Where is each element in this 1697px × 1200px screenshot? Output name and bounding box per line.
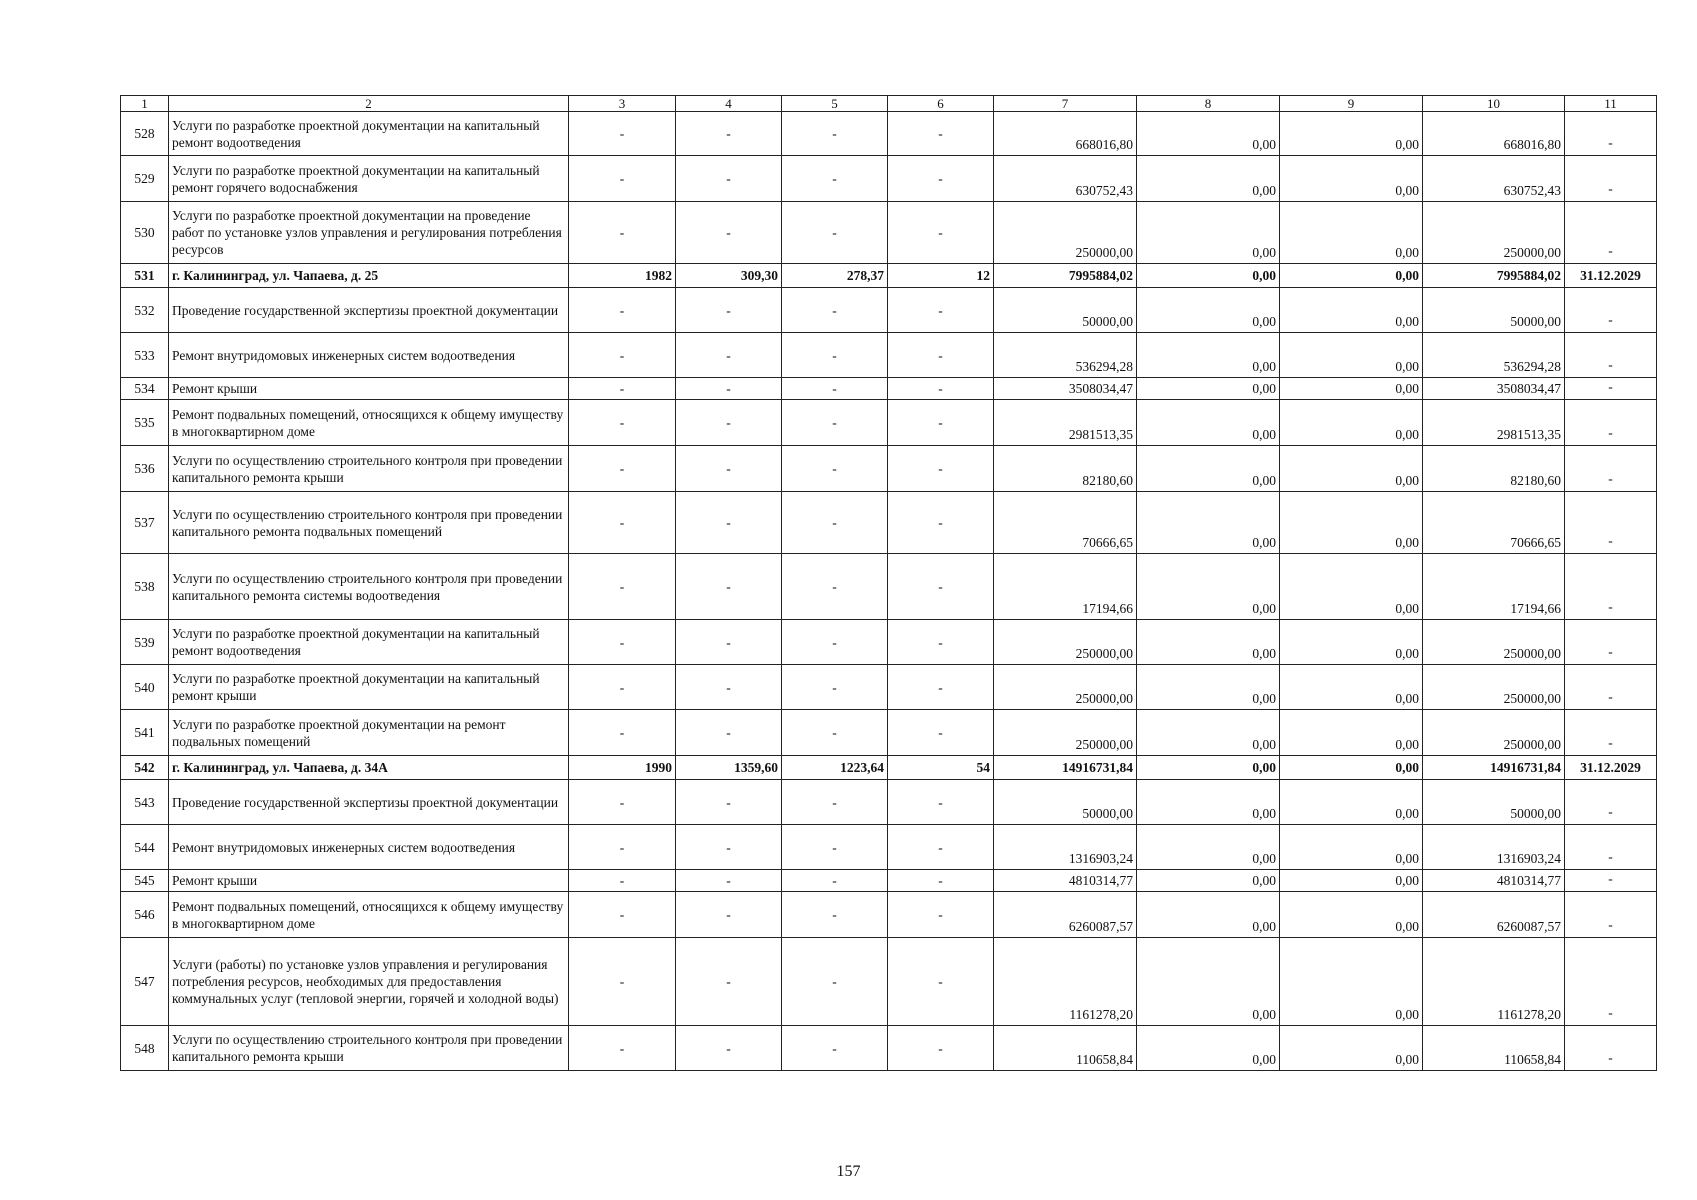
table-body	[121, 112, 1657, 1071]
total-cost-cell: 4810314,77	[994, 870, 1137, 892]
total-area-cell: -	[676, 492, 782, 554]
total-area-cell: -	[676, 378, 782, 400]
deadline-cell: -	[1565, 288, 1657, 333]
budget-cost-cell: 0,00	[1280, 202, 1423, 264]
owner-cost-cell: 3508034,47	[1423, 378, 1565, 400]
document-table-container	[120, 95, 1656, 1071]
residents-cell: -	[888, 870, 994, 892]
total-area-cell: -	[676, 202, 782, 264]
budget-cost-cell: 0,00	[1280, 710, 1423, 756]
residents-cell: -	[888, 710, 994, 756]
column-header: 9	[1280, 96, 1423, 112]
row-number-cell: 543	[121, 780, 169, 825]
table-row	[121, 378, 1657, 400]
build-year-cell: -	[569, 780, 676, 825]
residents-cell: -	[888, 825, 994, 870]
budget-cost-cell: 0,00	[1280, 492, 1423, 554]
build-year-cell: -	[569, 665, 676, 710]
row-number-cell: 538	[121, 554, 169, 620]
column-header: 8	[1137, 96, 1280, 112]
fund-cost-cell: 0,00	[1137, 333, 1280, 378]
row-number-cell: 547	[121, 938, 169, 1026]
owner-cost-cell: 17194,66	[1423, 554, 1565, 620]
total-area-cell: -	[676, 112, 782, 156]
budget-cost-cell: 0,00	[1280, 378, 1423, 400]
row-number-cell: 548	[121, 1026, 169, 1071]
living-area-cell: -	[782, 892, 888, 938]
residents-cell: -	[888, 938, 994, 1026]
living-area-cell: -	[782, 400, 888, 446]
total-cost-cell: 536294,28	[994, 333, 1137, 378]
total-cost-cell: 7995884,02	[994, 264, 1137, 288]
work-description-cell: Проведение государственной экспертизы проектной документации	[169, 780, 569, 825]
table-row	[121, 400, 1657, 446]
residents-cell: -	[888, 400, 994, 446]
owner-cost-cell: 1161278,20	[1423, 938, 1565, 1026]
owner-cost-cell: 250000,00	[1423, 665, 1565, 710]
row-number-cell: 541	[121, 710, 169, 756]
table-row	[121, 938, 1657, 1026]
build-year-cell: 1990	[569, 756, 676, 780]
budget-cost-cell: 0,00	[1280, 780, 1423, 825]
budget-cost-cell: 0,00	[1280, 554, 1423, 620]
total-cost-cell: 1316903,24	[994, 825, 1137, 870]
fund-cost-cell: 0,00	[1137, 156, 1280, 202]
row-number-cell: 536	[121, 446, 169, 492]
work-description-cell: Услуги по разработке проектной документации на капитальный ремонт водоотведения	[169, 620, 569, 665]
fund-cost-cell: 0,00	[1137, 202, 1280, 264]
table-row	[121, 492, 1657, 554]
living-area-cell: -	[782, 710, 888, 756]
residents-cell: -	[888, 780, 994, 825]
residents-cell: -	[888, 892, 994, 938]
column-header: 10	[1423, 96, 1565, 112]
build-year-cell: -	[569, 112, 676, 156]
address-row	[121, 756, 1657, 780]
total-cost-cell: 668016,80	[994, 112, 1137, 156]
living-area-cell: -	[782, 202, 888, 264]
column-header: 7	[994, 96, 1137, 112]
budget-cost-cell: 0,00	[1280, 825, 1423, 870]
column-header: 5	[782, 96, 888, 112]
total-cost-cell: 110658,84	[994, 1026, 1137, 1071]
work-description-cell: г. Калининград, ул. Чапаева, д. 34А	[169, 756, 569, 780]
residents-cell: -	[888, 288, 994, 333]
living-area-cell: -	[782, 492, 888, 554]
build-year-cell: -	[569, 446, 676, 492]
row-number-cell: 528	[121, 112, 169, 156]
living-area-cell: -	[782, 333, 888, 378]
deadline-cell: -	[1565, 400, 1657, 446]
living-area-cell: 1223,64	[782, 756, 888, 780]
budget-cost-cell: 0,00	[1280, 756, 1423, 780]
column-header: 6	[888, 96, 994, 112]
owner-cost-cell: 1316903,24	[1423, 825, 1565, 870]
budget-cost-cell: 0,00	[1280, 400, 1423, 446]
fund-cost-cell: 0,00	[1137, 492, 1280, 554]
build-year-cell: -	[569, 710, 676, 756]
owner-cost-cell: 50000,00	[1423, 288, 1565, 333]
work-description-cell: Услуги по осуществлению строительного контроля при проведении капитального ремонта крыши	[169, 446, 569, 492]
column-header: 2	[169, 96, 569, 112]
fund-cost-cell: 0,00	[1137, 710, 1280, 756]
fund-cost-cell: 0,00	[1137, 264, 1280, 288]
deadline-cell: -	[1565, 1026, 1657, 1071]
budget-cost-cell: 0,00	[1280, 665, 1423, 710]
living-area-cell: -	[782, 780, 888, 825]
deadline-cell: -	[1565, 492, 1657, 554]
build-year-cell: -	[569, 892, 676, 938]
total-cost-cell: 250000,00	[994, 665, 1137, 710]
table-row	[121, 333, 1657, 378]
table-row	[121, 202, 1657, 264]
total-area-cell: -	[676, 333, 782, 378]
total-area-cell: -	[676, 665, 782, 710]
row-number-cell: 546	[121, 892, 169, 938]
total-area-cell: -	[676, 825, 782, 870]
total-area-cell: -	[676, 1026, 782, 1071]
residents-cell: -	[888, 112, 994, 156]
work-description-cell: Ремонт крыши	[169, 870, 569, 892]
build-year-cell: -	[569, 938, 676, 1026]
residents-cell: -	[888, 620, 994, 665]
build-year-cell: -	[569, 492, 676, 554]
residents-cell: -	[888, 554, 994, 620]
total-cost-cell: 50000,00	[994, 288, 1137, 333]
build-year-cell: -	[569, 288, 676, 333]
row-number-cell: 532	[121, 288, 169, 333]
row-number-cell: 533	[121, 333, 169, 378]
residents-cell: -	[888, 446, 994, 492]
total-cost-cell: 17194,66	[994, 554, 1137, 620]
fund-cost-cell: 0,00	[1137, 825, 1280, 870]
deadline-cell: -	[1565, 892, 1657, 938]
capital-repair-table	[120, 95, 1657, 1071]
build-year-cell: -	[569, 400, 676, 446]
owner-cost-cell: 536294,28	[1423, 333, 1565, 378]
work-description-cell: Ремонт подвальных помещений, относящихся к общему имуществу в многоквартирном доме	[169, 892, 569, 938]
build-year-cell: -	[569, 1026, 676, 1071]
residents-cell: -	[888, 333, 994, 378]
total-area-cell: -	[676, 400, 782, 446]
table-row	[121, 780, 1657, 825]
total-area-cell: -	[676, 446, 782, 492]
living-area-cell: -	[782, 554, 888, 620]
work-description-cell: Проведение государственной экспертизы проектной документации	[169, 288, 569, 333]
work-description-cell: Услуги по разработке проектной документации на ремонт подвальных помещений	[169, 710, 569, 756]
work-description-cell: г. Калининград, ул. Чапаева, д. 25	[169, 264, 569, 288]
build-year-cell: -	[569, 333, 676, 378]
total-area-cell: -	[676, 156, 782, 202]
work-description-cell: Ремонт крыши	[169, 378, 569, 400]
owner-cost-cell: 250000,00	[1423, 620, 1565, 665]
row-number-cell: 529	[121, 156, 169, 202]
living-area-cell: -	[782, 870, 888, 892]
budget-cost-cell: 0,00	[1280, 1026, 1423, 1071]
column-header: 11	[1565, 96, 1657, 112]
total-area-cell: -	[676, 554, 782, 620]
budget-cost-cell: 0,00	[1280, 892, 1423, 938]
total-area-cell: -	[676, 892, 782, 938]
owner-cost-cell: 110658,84	[1423, 1026, 1565, 1071]
budget-cost-cell: 0,00	[1280, 156, 1423, 202]
living-area-cell: 278,37	[782, 264, 888, 288]
row-number-cell: 544	[121, 825, 169, 870]
budget-cost-cell: 0,00	[1280, 112, 1423, 156]
build-year-cell: -	[569, 156, 676, 202]
owner-cost-cell: 250000,00	[1423, 202, 1565, 264]
address-row	[121, 264, 1657, 288]
total-area-cell: -	[676, 938, 782, 1026]
residents-cell: -	[888, 202, 994, 264]
deadline-cell: -	[1565, 938, 1657, 1026]
budget-cost-cell: 0,00	[1280, 870, 1423, 892]
build-year-cell: -	[569, 870, 676, 892]
build-year-cell: -	[569, 620, 676, 665]
total-cost-cell: 250000,00	[994, 620, 1137, 665]
fund-cost-cell: 0,00	[1137, 938, 1280, 1026]
residents-cell: -	[888, 378, 994, 400]
table-row	[121, 446, 1657, 492]
total-cost-cell: 6260087,57	[994, 892, 1137, 938]
row-number-cell: 537	[121, 492, 169, 554]
living-area-cell: -	[782, 938, 888, 1026]
residents-cell: -	[888, 1026, 994, 1071]
table-row	[121, 710, 1657, 756]
total-cost-cell: 2981513,35	[994, 400, 1137, 446]
deadline-cell: -	[1565, 333, 1657, 378]
fund-cost-cell: 0,00	[1137, 665, 1280, 710]
table-row	[121, 825, 1657, 870]
build-year-cell: -	[569, 378, 676, 400]
budget-cost-cell: 0,00	[1280, 288, 1423, 333]
total-area-cell: -	[676, 780, 782, 825]
table-row	[121, 288, 1657, 333]
owner-cost-cell: 7995884,02	[1423, 264, 1565, 288]
deadline-cell: -	[1565, 202, 1657, 264]
fund-cost-cell: 0,00	[1137, 870, 1280, 892]
budget-cost-cell: 0,00	[1280, 333, 1423, 378]
owner-cost-cell: 82180,60	[1423, 446, 1565, 492]
column-header: 1	[121, 96, 169, 112]
fund-cost-cell: 0,00	[1137, 756, 1280, 780]
deadline-cell: -	[1565, 825, 1657, 870]
owner-cost-cell: 70666,65	[1423, 492, 1565, 554]
deadline-cell: -	[1565, 156, 1657, 202]
residents-cell: -	[888, 492, 994, 554]
living-area-cell: -	[782, 156, 888, 202]
total-cost-cell: 1161278,20	[994, 938, 1137, 1026]
total-cost-cell: 14916731,84	[994, 756, 1137, 780]
total-area-cell: -	[676, 710, 782, 756]
total-cost-cell: 50000,00	[994, 780, 1137, 825]
owner-cost-cell: 50000,00	[1423, 780, 1565, 825]
residents-cell: -	[888, 665, 994, 710]
total-area-cell: 309,30	[676, 264, 782, 288]
row-number-cell: 535	[121, 400, 169, 446]
build-year-cell: -	[569, 825, 676, 870]
row-number-cell: 534	[121, 378, 169, 400]
fund-cost-cell: 0,00	[1137, 112, 1280, 156]
fund-cost-cell: 0,00	[1137, 446, 1280, 492]
work-description-cell: Услуги по осуществлению строительного контроля при проведении капитального ремонта системы водоотведения	[169, 554, 569, 620]
total-cost-cell: 3508034,47	[994, 378, 1137, 400]
total-area-cell: -	[676, 620, 782, 665]
row-number-cell: 530	[121, 202, 169, 264]
table-row	[121, 892, 1657, 938]
work-description-cell: Ремонт внутридомовых инженерных систем водоотведения	[169, 333, 569, 378]
work-description-cell: Услуги по разработке проектной документации на капитальный ремонт водоотведения	[169, 112, 569, 156]
deadline-cell: -	[1565, 780, 1657, 825]
total-cost-cell: 630752,43	[994, 156, 1137, 202]
total-cost-cell: 70666,65	[994, 492, 1137, 554]
row-number-cell: 539	[121, 620, 169, 665]
fund-cost-cell: 0,00	[1137, 1026, 1280, 1071]
row-number-cell: 542	[121, 756, 169, 780]
fund-cost-cell: 0,00	[1137, 400, 1280, 446]
owner-cost-cell: 2981513,35	[1423, 400, 1565, 446]
deadline-cell: 31.12.2029	[1565, 264, 1657, 288]
deadline-cell: -	[1565, 554, 1657, 620]
living-area-cell: -	[782, 1026, 888, 1071]
work-description-cell: Услуги по разработке проектной документации на капитальный ремонт горячего водоснабжения	[169, 156, 569, 202]
build-year-cell: -	[569, 554, 676, 620]
living-area-cell: -	[782, 620, 888, 665]
total-cost-cell: 250000,00	[994, 202, 1137, 264]
budget-cost-cell: 0,00	[1280, 446, 1423, 492]
table-row	[121, 1026, 1657, 1071]
work-description-cell: Ремонт подвальных помещений, относящихся к общему имуществу в многоквартирном доме	[169, 400, 569, 446]
owner-cost-cell: 6260087,57	[1423, 892, 1565, 938]
budget-cost-cell: 0,00	[1280, 938, 1423, 1026]
budget-cost-cell: 0,00	[1280, 620, 1423, 665]
residents-cell: 12	[888, 264, 994, 288]
living-area-cell: -	[782, 665, 888, 710]
table-row	[121, 156, 1657, 202]
fund-cost-cell: 0,00	[1137, 554, 1280, 620]
owner-cost-cell: 14916731,84	[1423, 756, 1565, 780]
living-area-cell: -	[782, 446, 888, 492]
work-description-cell: Услуги по осуществлению строительного контроля при проведении капитального ремонта крыши	[169, 1026, 569, 1071]
deadline-cell: -	[1565, 870, 1657, 892]
living-area-cell: -	[782, 378, 888, 400]
total-area-cell: -	[676, 288, 782, 333]
table-row	[121, 112, 1657, 156]
fund-cost-cell: 0,00	[1137, 620, 1280, 665]
fund-cost-cell: 0,00	[1137, 892, 1280, 938]
owner-cost-cell: 668016,80	[1423, 112, 1565, 156]
residents-cell: 54	[888, 756, 994, 780]
owner-cost-cell: 4810314,77	[1423, 870, 1565, 892]
fund-cost-cell: 0,00	[1137, 378, 1280, 400]
fund-cost-cell: 0,00	[1137, 288, 1280, 333]
build-year-cell: -	[569, 202, 676, 264]
table-row	[121, 870, 1657, 892]
work-description-cell: Услуги по разработке проектной документации на проведение работ по установке узлов управления и регулирования потребления ресурсов	[169, 202, 569, 264]
column-header: 3	[569, 96, 676, 112]
living-area-cell: -	[782, 112, 888, 156]
row-number-cell: 531	[121, 264, 169, 288]
table-row	[121, 554, 1657, 620]
budget-cost-cell: 0,00	[1280, 264, 1423, 288]
work-description-cell: Услуги по осуществлению строительного контроля при проведении капитального ремонта подвальных помещений	[169, 492, 569, 554]
work-description-cell: Услуги (работы) по установке узлов управления и регулирования потребления ресурсов, необходимых для предоставления коммунальных услуг (тепловой энергии, горячей и холодной воды)	[169, 938, 569, 1026]
deadline-cell: -	[1565, 710, 1657, 756]
table-row	[121, 620, 1657, 665]
deadline-cell: -	[1565, 378, 1657, 400]
deadline-cell: -	[1565, 112, 1657, 156]
living-area-cell: -	[782, 288, 888, 333]
work-description-cell: Услуги по разработке проектной документации на капитальный ремонт крыши	[169, 665, 569, 710]
row-number-cell: 540	[121, 665, 169, 710]
work-description-cell: Ремонт внутридомовых инженерных систем водоотведения	[169, 825, 569, 870]
deadline-cell: -	[1565, 665, 1657, 710]
owner-cost-cell: 630752,43	[1423, 156, 1565, 202]
column-number-row	[121, 96, 1657, 112]
total-area-cell: 1359,60	[676, 756, 782, 780]
page-number: 157	[836, 1163, 861, 1180]
deadline-cell: -	[1565, 620, 1657, 665]
living-area-cell: -	[782, 825, 888, 870]
deadline-cell: -	[1565, 446, 1657, 492]
deadline-cell: 31.12.2029	[1565, 756, 1657, 780]
column-header: 4	[676, 96, 782, 112]
row-number-cell: 545	[121, 870, 169, 892]
total-cost-cell: 82180,60	[994, 446, 1137, 492]
total-cost-cell: 250000,00	[994, 710, 1137, 756]
residents-cell: -	[888, 156, 994, 202]
build-year-cell: 1982	[569, 264, 676, 288]
fund-cost-cell: 0,00	[1137, 780, 1280, 825]
total-area-cell: -	[676, 870, 782, 892]
owner-cost-cell: 250000,00	[1423, 710, 1565, 756]
table-row	[121, 665, 1657, 710]
